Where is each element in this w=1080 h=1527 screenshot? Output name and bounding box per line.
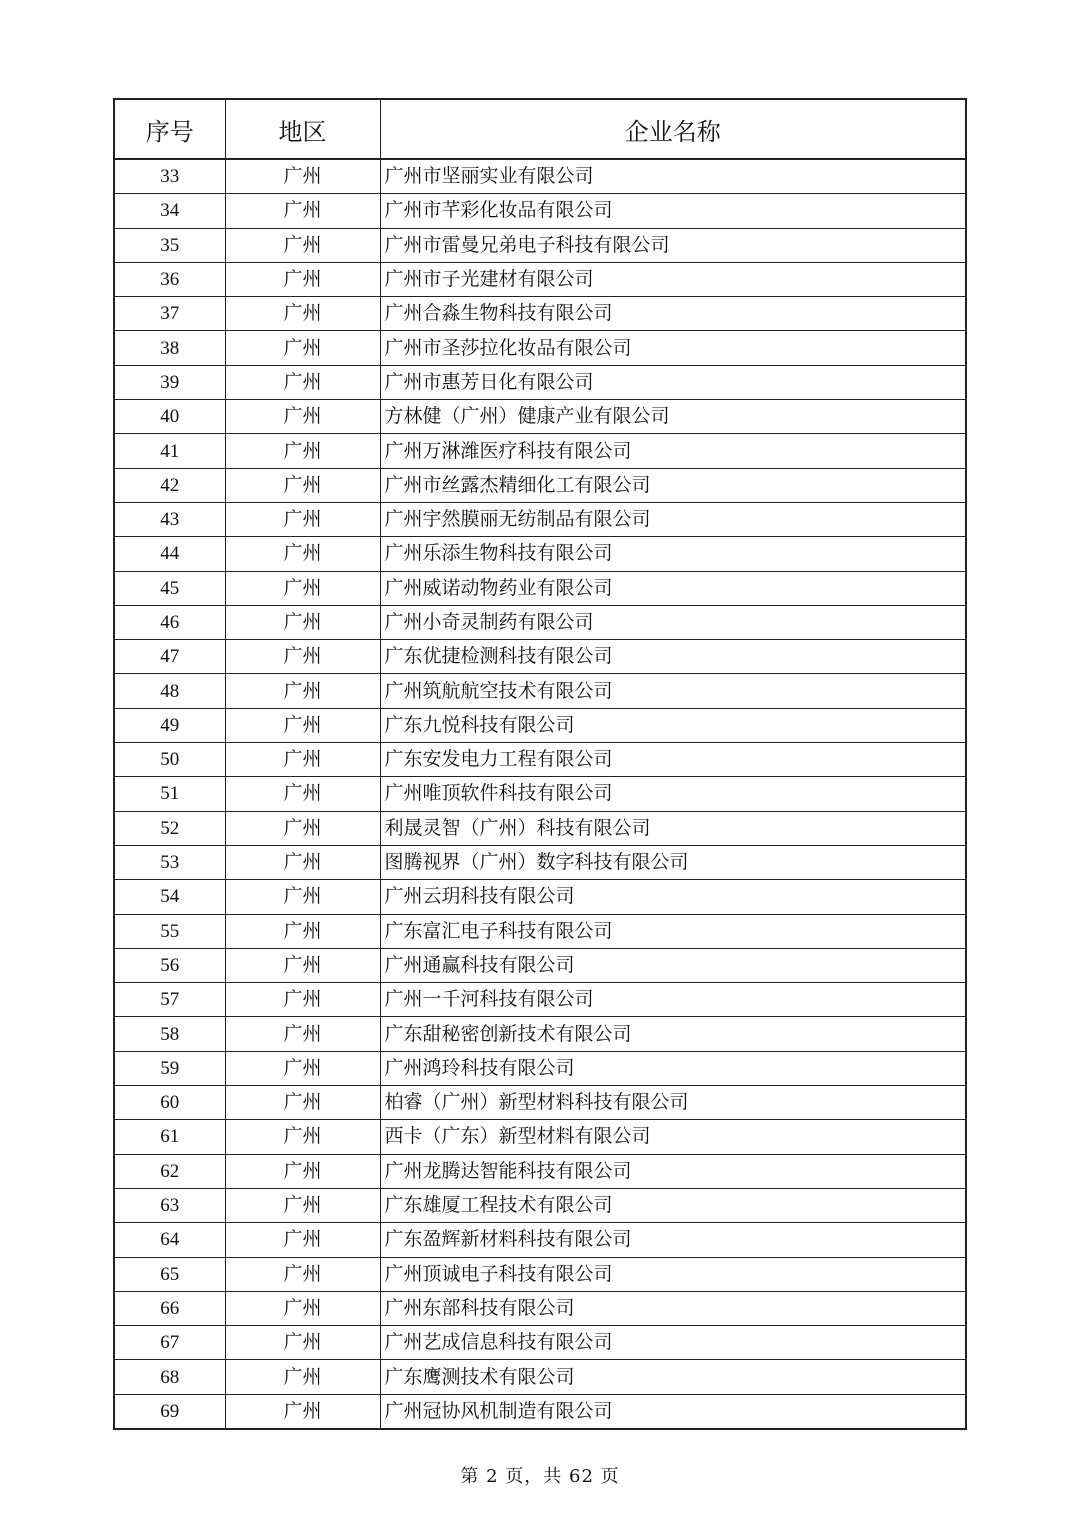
cell-company-name: 广东九悦科技有限公司 bbox=[380, 708, 966, 742]
cell-serial-number: 38 bbox=[114, 331, 225, 365]
table-row bbox=[114, 571, 966, 605]
cell-serial-number: 40 bbox=[114, 400, 225, 434]
cell-region: 广州 bbox=[225, 537, 380, 571]
cell-company-name: 广州云玥科技有限公司 bbox=[380, 880, 966, 914]
cell-serial-number: 56 bbox=[114, 948, 225, 982]
table-row bbox=[114, 880, 966, 914]
page-footer: 第 2 页，共 62 页 bbox=[460, 1466, 620, 1487]
cell-company-name: 图腾视界（广州）数字科技有限公司 bbox=[380, 845, 966, 879]
cell-region: 广州 bbox=[225, 159, 380, 194]
cell-company-name: 广东鹰测技术有限公司 bbox=[380, 1360, 966, 1394]
table-row bbox=[114, 1326, 966, 1360]
enterprise-table bbox=[113, 98, 967, 1430]
table-row bbox=[114, 1257, 966, 1291]
cell-serial-number: 34 bbox=[114, 194, 225, 228]
cell-region: 广州 bbox=[225, 1326, 380, 1360]
table-row bbox=[114, 845, 966, 879]
cell-serial-number: 50 bbox=[114, 743, 225, 777]
cell-company-name: 广州宇然膜丽无纺制品有限公司 bbox=[380, 502, 966, 536]
cell-company-name: 广州东部科技有限公司 bbox=[380, 1291, 966, 1325]
table-row bbox=[114, 297, 966, 331]
cell-company-name: 广州市雷曼兄弟电子科技有限公司 bbox=[380, 228, 966, 262]
table-row bbox=[114, 468, 966, 502]
cell-region: 广州 bbox=[225, 1360, 380, 1394]
cell-region: 广州 bbox=[225, 845, 380, 879]
cell-company-name: 广州龙腾达智能科技有限公司 bbox=[380, 1154, 966, 1188]
table-row bbox=[114, 1291, 966, 1325]
cell-serial-number: 51 bbox=[114, 777, 225, 811]
table-row bbox=[114, 159, 966, 194]
cell-company-name: 广州顶诚电子科技有限公司 bbox=[380, 1257, 966, 1291]
cell-company-name: 广州威诺动物药业有限公司 bbox=[380, 571, 966, 605]
cell-serial-number: 47 bbox=[114, 640, 225, 674]
cell-serial-number: 60 bbox=[114, 1086, 225, 1120]
cell-region: 广州 bbox=[225, 1154, 380, 1188]
cell-serial-number: 67 bbox=[114, 1326, 225, 1360]
table-row bbox=[114, 948, 966, 982]
cell-region: 广州 bbox=[225, 1291, 380, 1325]
cell-region: 广州 bbox=[225, 228, 380, 262]
cell-region: 广州 bbox=[225, 1188, 380, 1222]
cell-company-name: 广州唯顶软件科技有限公司 bbox=[380, 777, 966, 811]
table-row bbox=[114, 605, 966, 639]
cell-region: 广州 bbox=[225, 640, 380, 674]
table-row bbox=[114, 983, 966, 1017]
table-row bbox=[114, 1188, 966, 1222]
table-row bbox=[114, 400, 966, 434]
cell-company-name: 广州市圣莎拉化妆品有限公司 bbox=[380, 331, 966, 365]
cell-serial-number: 36 bbox=[114, 262, 225, 296]
cell-company-name: 西卡（广东）新型材料有限公司 bbox=[380, 1120, 966, 1154]
table-row bbox=[114, 331, 966, 365]
cell-company-name: 广东甜秘密创新技术有限公司 bbox=[380, 1017, 966, 1051]
cell-region: 广州 bbox=[225, 743, 380, 777]
table-row bbox=[114, 1120, 966, 1154]
table-body bbox=[114, 159, 966, 1429]
cell-serial-number: 43 bbox=[114, 502, 225, 536]
cell-company-name: 广州筑航航空技术有限公司 bbox=[380, 674, 966, 708]
header-region: 地区 bbox=[225, 99, 380, 159]
cell-serial-number: 41 bbox=[114, 434, 225, 468]
table-row bbox=[114, 640, 966, 674]
cell-serial-number: 63 bbox=[114, 1188, 225, 1222]
cell-region: 广州 bbox=[225, 605, 380, 639]
cell-region: 广州 bbox=[225, 434, 380, 468]
cell-region: 广州 bbox=[225, 983, 380, 1017]
cell-region: 广州 bbox=[225, 708, 380, 742]
cell-serial-number: 58 bbox=[114, 1017, 225, 1051]
table-row bbox=[114, 365, 966, 399]
cell-serial-number: 48 bbox=[114, 674, 225, 708]
cell-region: 广州 bbox=[225, 571, 380, 605]
cell-serial-number: 62 bbox=[114, 1154, 225, 1188]
cell-region: 广州 bbox=[225, 1086, 380, 1120]
table-row bbox=[114, 1154, 966, 1188]
header-row bbox=[114, 99, 966, 159]
table-row bbox=[114, 743, 966, 777]
table-row bbox=[114, 1051, 966, 1085]
cell-company-name: 广州小奇灵制药有限公司 bbox=[380, 605, 966, 639]
cell-company-name: 广州通赢科技有限公司 bbox=[380, 948, 966, 982]
table-header bbox=[114, 99, 966, 159]
header-serial-number: 序号 bbox=[114, 99, 225, 159]
cell-serial-number: 45 bbox=[114, 571, 225, 605]
cell-serial-number: 35 bbox=[114, 228, 225, 262]
table-row bbox=[114, 537, 966, 571]
cell-company-name: 广州艺成信息科技有限公司 bbox=[380, 1326, 966, 1360]
cell-region: 广州 bbox=[225, 1394, 380, 1429]
cell-serial-number: 53 bbox=[114, 845, 225, 879]
cell-region: 广州 bbox=[225, 297, 380, 331]
cell-serial-number: 65 bbox=[114, 1257, 225, 1291]
cell-region: 广州 bbox=[225, 674, 380, 708]
cell-region: 广州 bbox=[225, 1017, 380, 1051]
cell-region: 广州 bbox=[225, 811, 380, 845]
cell-region: 广州 bbox=[225, 1051, 380, 1085]
cell-company-name: 广州一千河科技有限公司 bbox=[380, 983, 966, 1017]
cell-company-name: 广州万淋潍医疗科技有限公司 bbox=[380, 434, 966, 468]
cell-region: 广州 bbox=[225, 468, 380, 502]
table-row bbox=[114, 262, 966, 296]
cell-serial-number: 44 bbox=[114, 537, 225, 571]
table-row bbox=[114, 1360, 966, 1394]
cell-serial-number: 59 bbox=[114, 1051, 225, 1085]
cell-region: 广州 bbox=[225, 262, 380, 296]
cell-serial-number: 52 bbox=[114, 811, 225, 845]
cell-company-name: 广东富汇电子科技有限公司 bbox=[380, 914, 966, 948]
cell-serial-number: 66 bbox=[114, 1291, 225, 1325]
table-row bbox=[114, 194, 966, 228]
cell-serial-number: 37 bbox=[114, 297, 225, 331]
table-row bbox=[114, 811, 966, 845]
cell-serial-number: 55 bbox=[114, 914, 225, 948]
table-row bbox=[114, 1394, 966, 1429]
cell-region: 广州 bbox=[225, 777, 380, 811]
cell-serial-number: 61 bbox=[114, 1120, 225, 1154]
table-row bbox=[114, 674, 966, 708]
cell-region: 广州 bbox=[225, 1223, 380, 1257]
table-row bbox=[114, 228, 966, 262]
cell-company-name: 广州市坚丽实业有限公司 bbox=[380, 159, 966, 194]
cell-company-name: 柏睿（广州）新型材料科技有限公司 bbox=[380, 1086, 966, 1120]
cell-serial-number: 39 bbox=[114, 365, 225, 399]
table-row bbox=[114, 914, 966, 948]
cell-region: 广州 bbox=[225, 502, 380, 536]
table-row bbox=[114, 434, 966, 468]
table-row bbox=[114, 502, 966, 536]
cell-company-name: 广东优捷检测科技有限公司 bbox=[380, 640, 966, 674]
table-row bbox=[114, 1017, 966, 1051]
cell-region: 广州 bbox=[225, 914, 380, 948]
cell-region: 广州 bbox=[225, 194, 380, 228]
cell-company-name: 广东盈辉新材料科技有限公司 bbox=[380, 1223, 966, 1257]
table-row bbox=[114, 708, 966, 742]
cell-serial-number: 46 bbox=[114, 605, 225, 639]
table-row bbox=[114, 777, 966, 811]
cell-company-name: 广州市芊彩化妆品有限公司 bbox=[380, 194, 966, 228]
cell-company-name: 广州市子光建材有限公司 bbox=[380, 262, 966, 296]
cell-serial-number: 64 bbox=[114, 1223, 225, 1257]
cell-region: 广州 bbox=[225, 1257, 380, 1291]
header-company-name: 企业名称 bbox=[380, 99, 966, 159]
cell-serial-number: 68 bbox=[114, 1360, 225, 1394]
cell-company-name: 广东雄厦工程技术有限公司 bbox=[380, 1188, 966, 1222]
cell-serial-number: 54 bbox=[114, 880, 225, 914]
cell-serial-number: 57 bbox=[114, 983, 225, 1017]
cell-company-name: 广东安发电力工程有限公司 bbox=[380, 743, 966, 777]
cell-company-name: 利晟灵智（广州）科技有限公司 bbox=[380, 811, 966, 845]
table-row bbox=[114, 1223, 966, 1257]
cell-serial-number: 69 bbox=[114, 1394, 225, 1429]
cell-company-name: 广州合淼生物科技有限公司 bbox=[380, 297, 966, 331]
cell-region: 广州 bbox=[225, 880, 380, 914]
cell-region: 广州 bbox=[225, 365, 380, 399]
cell-company-name: 广州市丝露杰精细化工有限公司 bbox=[380, 468, 966, 502]
cell-company-name: 广州市惠芳日化有限公司 bbox=[380, 365, 966, 399]
cell-company-name: 广州鸿玲科技有限公司 bbox=[380, 1051, 966, 1085]
cell-region: 广州 bbox=[225, 331, 380, 365]
cell-serial-number: 49 bbox=[114, 708, 225, 742]
cell-serial-number: 42 bbox=[114, 468, 225, 502]
cell-company-name: 广州乐添生物科技有限公司 bbox=[380, 537, 966, 571]
cell-serial-number: 33 bbox=[114, 159, 225, 194]
cell-region: 广州 bbox=[225, 1120, 380, 1154]
cell-company-name: 广州冠协风机制造有限公司 bbox=[380, 1394, 966, 1429]
table-row bbox=[114, 1086, 966, 1120]
cell-region: 广州 bbox=[225, 948, 380, 982]
cell-company-name: 方林健（广州）健康产业有限公司 bbox=[380, 400, 966, 434]
cell-region: 广州 bbox=[225, 400, 380, 434]
